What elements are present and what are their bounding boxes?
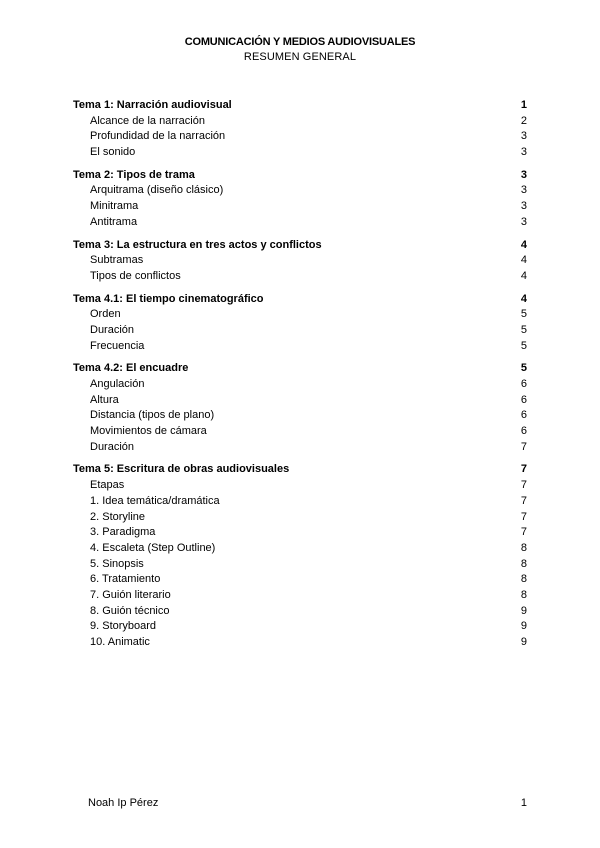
toc-entry-page: 7 bbox=[520, 526, 527, 539]
toc-heading-label: Tema 4.1: El tiempo cinematográfico bbox=[73, 292, 264, 305]
toc-entry-label: Movimientos de cámara bbox=[90, 425, 207, 438]
toc-heading-page: 4 bbox=[520, 238, 527, 251]
toc-entry-page: 5 bbox=[520, 308, 527, 321]
footer-page-number: 1 bbox=[520, 797, 527, 809]
toc-section bbox=[73, 462, 527, 650]
toc-entry-row[interactable] bbox=[73, 339, 527, 355]
toc-entry-page: 6 bbox=[520, 425, 527, 438]
toc-heading-label: Tema 2: Tipos de trama bbox=[73, 168, 195, 181]
toc-entry-row[interactable] bbox=[73, 635, 527, 651]
toc-entry-row[interactable] bbox=[73, 572, 527, 588]
toc-entry-label: Profundidad de la narración bbox=[90, 130, 226, 143]
toc-entry-row[interactable] bbox=[73, 604, 527, 620]
toc-entry-label: Subtramas bbox=[90, 254, 144, 267]
toc-heading-page: 4 bbox=[520, 292, 527, 305]
toc-entry-label: El sonido bbox=[90, 146, 136, 159]
toc-entry-row[interactable] bbox=[73, 619, 527, 635]
toc-entry-page: 4 bbox=[520, 254, 527, 267]
toc-entry-row[interactable] bbox=[73, 525, 527, 541]
toc-section bbox=[73, 168, 527, 231]
toc-entry-label: 8. Guión técnico bbox=[90, 604, 170, 617]
toc-entry-row[interactable] bbox=[73, 215, 527, 231]
toc-entry-row[interactable] bbox=[73, 129, 527, 145]
toc-heading-label: Tema 1: Narración audiovisual bbox=[73, 99, 232, 111]
toc-entry-page: 8 bbox=[520, 588, 527, 601]
toc-heading-row[interactable] bbox=[73, 238, 527, 254]
toc-entry-label: Arquitrama (diseño clásico) bbox=[90, 184, 224, 197]
toc-entry-label: Duración bbox=[90, 323, 135, 336]
toc-entry-label: Antitrama bbox=[90, 215, 138, 228]
footer-author: Noah Ip Pérez bbox=[88, 797, 159, 809]
toc-entry-row[interactable] bbox=[73, 440, 527, 456]
toc-entry-page: 3 bbox=[520, 200, 527, 213]
toc-entry-label: 9. Storyboard bbox=[90, 620, 157, 633]
toc-entry-label: Angulación bbox=[90, 378, 145, 390]
toc-entry-page: 7 bbox=[520, 510, 527, 523]
toc-heading-label: Tema 4.2: El encuadre bbox=[73, 362, 189, 375]
toc-heading-page: 5 bbox=[520, 362, 527, 375]
toc-entry-row[interactable] bbox=[73, 199, 527, 215]
toc-entry-page: 8 bbox=[520, 573, 527, 586]
toc-entry-label: 4. Escaleta (Step Outline) bbox=[90, 541, 216, 554]
toc-section bbox=[73, 238, 527, 285]
toc-entry-label: 3. Paradigma bbox=[90, 526, 156, 539]
toc-entry-label: Distancia (tipos de plano) bbox=[90, 409, 215, 422]
toc-entry-page: 9 bbox=[520, 604, 527, 617]
toc-entry-row[interactable] bbox=[73, 145, 527, 161]
toc-entry-page: 8 bbox=[520, 541, 527, 554]
toc-entry-page: 3 bbox=[520, 184, 527, 197]
toc-entry-row[interactable] bbox=[73, 494, 527, 510]
toc-entry-label: 6. Tratamiento bbox=[90, 573, 161, 586]
toc-entry-page: 8 bbox=[520, 557, 527, 570]
toc-entry-label: Etapas bbox=[90, 479, 125, 492]
toc-heading-row[interactable] bbox=[73, 361, 527, 377]
toc-entry-page: 7 bbox=[520, 479, 527, 492]
toc-heading-row[interactable] bbox=[73, 462, 527, 478]
toc-entry-page: 6 bbox=[520, 393, 527, 406]
toc-entry-label: 1. Idea temática/dramática bbox=[90, 494, 220, 507]
toc-entry-label: 7. Guión literario bbox=[90, 588, 171, 601]
toc-entry-row[interactable] bbox=[73, 408, 527, 424]
toc-entry-row[interactable] bbox=[73, 377, 527, 393]
toc-entry-page: 7 bbox=[520, 440, 527, 453]
toc-entry-row[interactable] bbox=[73, 557, 527, 573]
toc-heading-row[interactable] bbox=[73, 168, 527, 184]
toc-entry-row[interactable] bbox=[73, 183, 527, 199]
toc-heading-page: 7 bbox=[520, 463, 527, 476]
toc-entry-page: 9 bbox=[520, 620, 527, 633]
toc-entry-label: Alcance de la narración bbox=[90, 114, 205, 127]
toc-entry-row[interactable] bbox=[73, 393, 527, 409]
toc-entry-page: 2 bbox=[520, 114, 527, 127]
toc-heading-label: Tema 3: La estructura en tres actos y conflictos bbox=[73, 238, 322, 251]
toc-entry-page: 4 bbox=[520, 269, 527, 282]
toc-heading-row[interactable] bbox=[73, 98, 527, 114]
toc-entry-label: Tipos de conflictos bbox=[90, 269, 181, 282]
toc-entry-row[interactable] bbox=[73, 510, 527, 526]
toc-heading-page: 3 bbox=[520, 168, 527, 181]
table-of-contents bbox=[73, 98, 527, 658]
toc-entry-row[interactable] bbox=[73, 478, 527, 494]
toc-entry-label: 10. Animatic bbox=[90, 636, 150, 648]
toc-entry-label: Orden bbox=[90, 308, 121, 321]
toc-entry-row[interactable] bbox=[73, 269, 527, 285]
toc-entry-page: 5 bbox=[520, 339, 527, 352]
toc-entry-page: 5 bbox=[520, 323, 527, 336]
page-footer bbox=[88, 797, 527, 809]
toc-entry-row[interactable] bbox=[73, 253, 527, 269]
toc-entry-row[interactable] bbox=[73, 323, 527, 339]
toc-entry-row[interactable] bbox=[73, 588, 527, 604]
toc-entry-page: 6 bbox=[520, 378, 527, 390]
toc-entry-page: 9 bbox=[520, 636, 527, 648]
toc-heading-label: Tema 5: Escritura de obras audiovisuales bbox=[73, 463, 290, 476]
toc-entry-label: 2. Storyline bbox=[90, 510, 146, 523]
toc-section bbox=[73, 98, 527, 161]
toc-heading-row[interactable] bbox=[73, 292, 527, 308]
toc-entry-label: Duración bbox=[90, 440, 135, 453]
toc-entry-row[interactable] bbox=[73, 541, 527, 557]
toc-entry-row[interactable] bbox=[73, 307, 527, 323]
toc-entry-page: 3 bbox=[520, 146, 527, 159]
toc-entry-page: 3 bbox=[520, 215, 527, 228]
toc-entry-label: Altura bbox=[90, 393, 119, 406]
toc-entry-label: 5. Sinopsis bbox=[90, 557, 144, 570]
toc-entry-row[interactable] bbox=[73, 424, 527, 440]
toc-entry-row[interactable] bbox=[73, 114, 527, 130]
toc-entry-label: Minitrama bbox=[90, 200, 139, 213]
toc-entry-page: 7 bbox=[520, 494, 527, 507]
toc-entry-page: 6 bbox=[520, 409, 527, 422]
toc-entry-page: 3 bbox=[520, 130, 527, 143]
toc-section bbox=[73, 292, 527, 355]
toc-section bbox=[73, 361, 527, 455]
toc-entry-label: Frecuencia bbox=[90, 339, 145, 352]
toc-heading-page: 1 bbox=[520, 99, 527, 111]
document-subtitle: RESUMEN GENERAL bbox=[243, 51, 357, 63]
document-title: COMUNICACIÓN Y MEDIOS AUDIOVISUALES bbox=[184, 36, 416, 48]
